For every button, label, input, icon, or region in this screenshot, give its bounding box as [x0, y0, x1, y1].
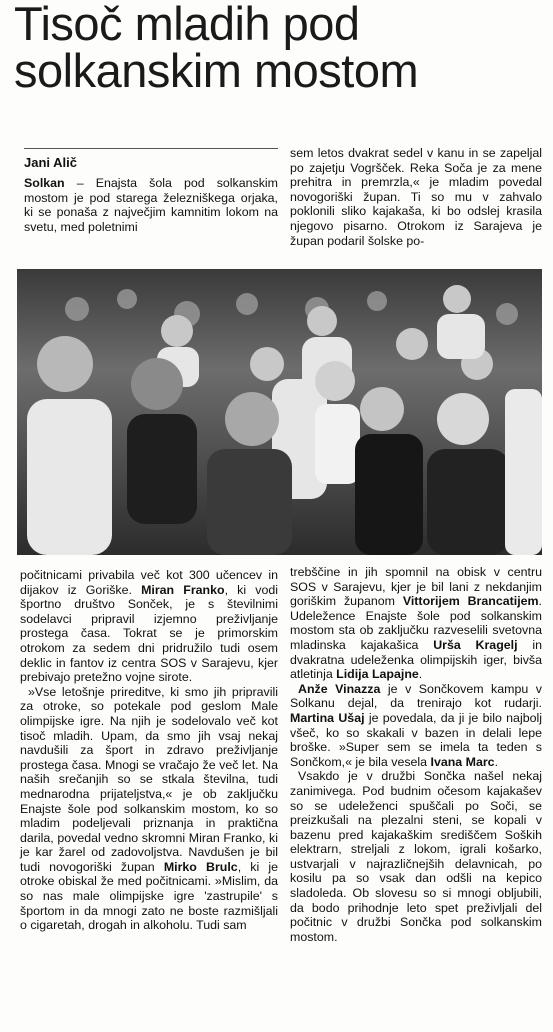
- headline-line-1: Tisoč mladih pod: [14, 0, 360, 50]
- dateline: Solkan: [24, 176, 65, 190]
- article-column-1-bottom: [20, 568, 278, 933]
- paragraph-text: Vsakdo je v družbi Sončka našel nekaj zanimivega. Pod budnim očesom kajakašev so se udeleženci spuščali po Soči, se preizkušali na plezalni steni, se kopali v bazenu pred kajakaškim središčem Soških elektrarn, streljali z lokom, igrali košarko, ustvarjali v najrazličnejših delavnicah, po kosilu pa so vsak dan odšli na kepico sladoleda. Ob slovesu so si mnogi obljubili, da bodo prihodnje leto spet preživljali del počitnic v družbi Sončka pod solkanskim mostom.: [290, 769, 542, 944]
- person-name: Ivana Marc: [430, 754, 495, 769]
- paragraph-text: je povedala, da ji je bilo najbolj všeč, ko so skakali v bazen in delali lepe broške. »Super sem se imela ta teden s Sončkom,« je bila vesela: [290, 710, 542, 769]
- paragraph-text: . Udeležence Enajste šole pod solkanskim mostom sta ob zaključku razveselili svetovna mladinska kajakašica: [290, 594, 542, 652]
- lead-text: – Enajsta šola pod solkanskim mostom je pod starega železniškega orjaka, ki se ponaša z največjim kamnitim lokom na svetu, med poletnimi: [24, 176, 278, 234]
- headline: [14, 0, 549, 97]
- person-name: Anže Vinazza: [298, 681, 381, 696]
- article-column-2-top: [290, 146, 542, 248]
- person-name: Vittorijem Brancatijem: [402, 594, 539, 609]
- paragraph-text: počitnicami privabila več kot 300 učencev in dijakov iz Goriške.: [20, 568, 278, 597]
- paragraph-text: je v Sončkovem kampu v Solkanu dejal, da trenirajo kot rudarji.: [290, 681, 542, 711]
- paragraph-text: .: [418, 667, 423, 682]
- person-name: Urša Kragelj: [433, 637, 518, 652]
- byline: Jani Alič: [24, 148, 278, 170]
- paragraph-text: , ki vodi športno društvo Sonček, je s številnimi sodelavci pripravil izjemno preživljanje prostega časa. Tokrat se je primorskim otrokom za sedem dni pridružilo tudi osem deklic in fantov iz centra SOS v Sarajevu, kjer prebivajo pretežno vojne sirote.: [20, 582, 278, 685]
- column-2-top-text: sem letos dvakrat sedel v kanu in se zapeljal po zajetju Vogršček. Reka Soča je za mene prehitra in premrzla,« je mladim povedal novogoriški župan. Ti so mu v zahvalo poklonili sliko kajakaša, ki bo odslej krasila njegovo pisarno. Otrokom iz Sarajeva je župan podaril šolske po-: [290, 146, 542, 248]
- article-column-1-top: [24, 176, 278, 234]
- person-name: Miran Franko: [141, 582, 225, 597]
- headline-line-2: solkanskim mostom: [14, 44, 419, 97]
- paragraph-text: in dvakratna udeleženka olimpijskih iger, bivša atletinja: [290, 637, 542, 682]
- paragraph-text: , ki je otroke obiskal že med počitnicami. »Mislim, da so nas male olimpijske igre 'zastrupile' s športom in da mnogi zato ne boste razmišljali o cigaretah, drogah in alkoholu. Tudi sam: [20, 859, 278, 933]
- paragraph-text: .: [494, 754, 499, 769]
- paragraph-text: »Vse letošnje prireditve, ki smo jih pripravili za otroke, so potekale pod geslom Male olimpijske igre. Na njih je sodelovalo več kot tisoč mladih. Upam, da smo jih vsaj nekaj navdušili za šport in zdravo preživljanje prostega časa. Mnogi se vračajo že več let. Na naših srečanjih so se stkala številna, tudi mednarodna prijateljstva,« je ob zaključku Enajste šole pod solkanskim mostom, ko so mladim podeljevali priznanja in praktična darila, povedal vedno skromni Miran Franko, ki je kar žarel od zadovoljstva. Navdušen je bil tudi novogoriški župan: [20, 684, 278, 874]
- person-name: Mirko Brulc: [163, 859, 238, 874]
- children-group-photo: [17, 269, 542, 555]
- paragraph-text: trebščine in jih spomnil na obisk v centru SOS v Sarajevu, kjer je bil lani z nekdanjim goriškim županom: [290, 565, 542, 609]
- person-name: Martina Ušaj: [290, 710, 365, 725]
- person-name: Lidija Lapajne: [336, 667, 419, 682]
- article-photo: [17, 269, 542, 555]
- article-column-2-bottom: [290, 565, 542, 944]
